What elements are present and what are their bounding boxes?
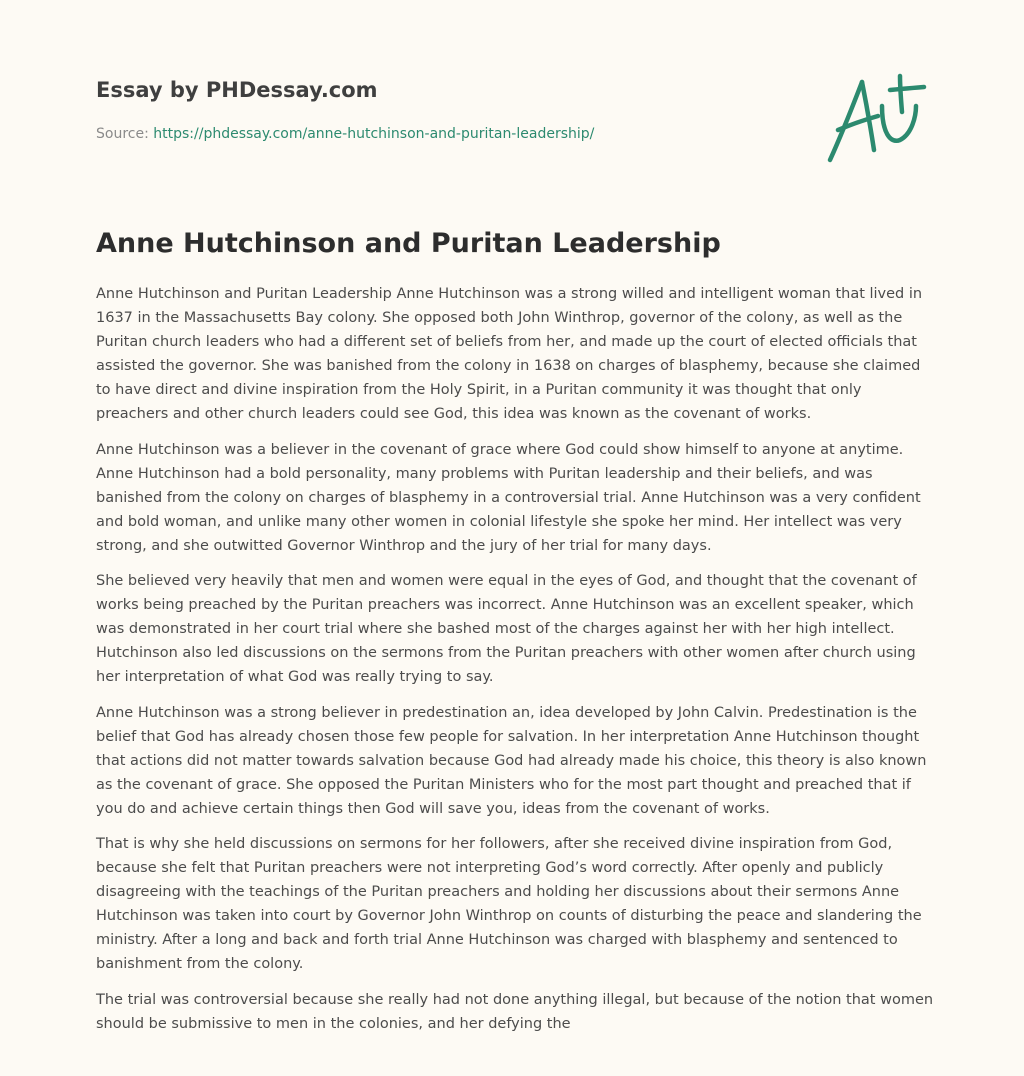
article-paragraph: Anne Hutchinson was a strong believer in predestination an, idea developed by John Calvin. Predestination is the belief that God has already chosen those few people for salvation. In her interpretation Anne Hutchinson thought that actions did not matter towards salvation because God had already made his choice, this theory is also known as the covenant of grace. She opposed the Puritan Ministers who for the most part thought and preached that if you do and achieve certain things then God will save you, ideas from the covenant of works.	[96, 704, 927, 817]
site-brand: Essay by PHDessay.com	[96, 78, 378, 102]
page-header	[96, 76, 796, 144]
source-link[interactable]: https://phdessay.com/anne-hutchinson-and-puritan-leadership/	[153, 126, 595, 142]
article-title: Anne Hutchinson and Puritan Leadership	[96, 228, 721, 259]
article-paragraph: Anne Hutchinson was a believer in the covenant of grace where God could show himself to anyone at anytime. Anne Hutchinson had a bold personality, many problems with Puritan leadership and their beliefs, and was banished from the colony on charges of blasphemy in a controversial trial. Anne Hutchinson was a very confident and bold woman, and unlike many other women in colonial lifestyle she spoke her mind. Her intellect was very strong, and she outwitted Governor Winthrop and the jury of her trial for many days.	[96, 441, 921, 554]
article-paragraph: She believed very heavily that men and women were equal in the eyes of God, and thought that the covenant of works being preached by the Puritan preachers was incorrect. Anne Hutchinson was an excellent speaker, which was demonstrated in her court trial where she bashed most of the charges against her with her high intellect. Hutchinson also led discussions on the sermons from the Puritan preachers with other women after church using her interpretation of what God was really trying to say.	[96, 573, 917, 686]
article-paragraph: That is why she held discussions on sermons for her followers, after she received divine inspiration from God, because she felt that Puritan preachers were not interpreting God’s word correctly. After openly and publicly disagreeing with the teachings of the Puritan preachers and holding her discussions about their sermons Anne Hutchinson was taken into court by Governor John Winthrop on counts of disturbing the peace and slandering the ministry. After a long and back and forth trial Anne Hutchinson was charged with blasphemy and sentenced to banishment from the colony.	[96, 835, 922, 973]
source-label: Source:	[96, 126, 154, 142]
article-paragraph: The trial was controversial because she really had not done anything illegal, but because of the notion that women should be submissive to men in the colonies, and her defying the	[96, 991, 934, 1032]
source-line	[96, 124, 796, 144]
article	[96, 226, 938, 1047]
a-plus-logo-icon	[820, 66, 932, 170]
article-paragraph: Anne Hutchinson and Puritan Leadership Anne Hutchinson was a strong willed and intelligent woman that lived in 1637 in the Massachusetts Bay colony. She opposed both John Winthrop, governor of the colony, as well as the Puritan church leaders who had a different set of beliefs from her, and made up the court of elected officials that assisted the governor. She was banished from the colony in 1638 on charges of blasphemy, because she claimed to have direct and divine inspiration from the Holy Spirit, in a Puritan community it was thought that only preachers and other church leaders could see God, this idea was known as the covenant of works.	[96, 286, 923, 423]
